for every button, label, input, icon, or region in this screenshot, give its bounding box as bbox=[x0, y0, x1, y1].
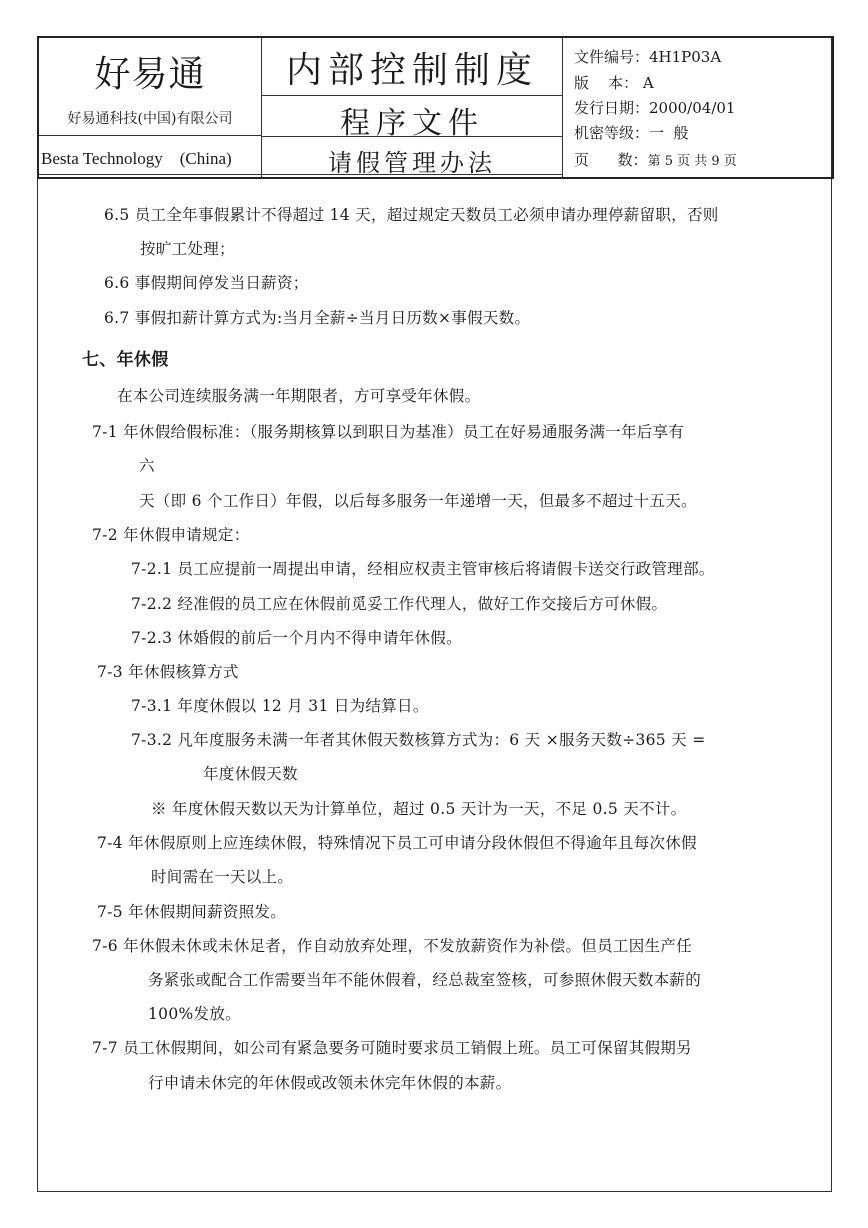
clause-6-7: 6.7 事假扣薪计算方式为:当月全薪÷当月日历数×事假天数。 bbox=[104, 309, 531, 327]
company-logo: 好易通 bbox=[94, 54, 206, 95]
clause-7-3-2: 7-3.2 凡年度服务未满一年者其休假天数核算方式为：6 天 ×服务天数÷365 天 = bbox=[131, 731, 706, 749]
clause-7-5: 7-5 年休假期间薪资照发。 bbox=[97, 903, 287, 921]
doc-title-sub: 请假管理办法 bbox=[328, 149, 496, 177]
clause-7-2: 7-2 年休假申请规定： bbox=[92, 526, 250, 544]
clause-7-7: 7-7 员工休假期间，如公司有紧急要务可随时要求员工销假上班。员工可保留其假期另 bbox=[92, 1039, 692, 1057]
company-name-en: Besta Technology (China) bbox=[41, 149, 232, 168]
clause-6-5-cont: 按旷工处理； bbox=[140, 240, 235, 258]
clause-7-1-cont: 六 bbox=[139, 457, 155, 475]
clause-7-2-3: 7-2.3 休婚假的前后一个月内不得申请年休假。 bbox=[131, 629, 462, 647]
clause-7-6-cont: 务紧张或配合工作需要当年不能休假着，经总裁室签核，可参照休假天数本薪的 bbox=[148, 971, 702, 989]
clause-7-4-cont: 时间需在一天以上。 bbox=[151, 868, 294, 886]
section-heading-7: 七、年休假 bbox=[82, 350, 169, 370]
clause-7-6-cont: 100%发放。 bbox=[148, 1005, 241, 1023]
doc-title-type: 程序文件 bbox=[340, 106, 484, 141]
clause-7-7-cont: 行申请未休完的年休假或改领未休完年休假的本薪。 bbox=[148, 1074, 512, 1092]
doc-title-main: 内部控制制度 bbox=[285, 50, 538, 91]
header-divider bbox=[562, 38, 563, 177]
clause-6-6: 6.6 事假期间停发当日薪资； bbox=[104, 274, 309, 292]
secrecy-level: 机密等级：一 般 bbox=[574, 124, 689, 142]
clause-7-4: 7-4 年休假原则上应连续休假，特殊情况下员工可申请分段休假但不得逾年且每次休假 bbox=[97, 834, 697, 852]
company-name-cn: 好易通科技(中国)有限公司 bbox=[67, 111, 233, 127]
clause-7-3: 7-3 年休假核算方式 bbox=[97, 663, 239, 681]
doc-version: 版 本： A bbox=[574, 74, 654, 92]
clause-7-1-cont: 天（即 6 个工作日）年假，以后每多服务一年递增一天，但最多不超过十五天。 bbox=[139, 492, 697, 510]
clause-7-6: 7-6 年休假未休或未休足者，作自动放弃处理，不发放薪资作为补偿。但员工因生产任 bbox=[92, 937, 692, 955]
clause-7-3-note: ※ 年度休假天数以天为计算单位，超过 0.5 天计为一天，不足 0.5 天不计。 bbox=[151, 800, 687, 818]
doc-number: 文件编号：4H1P03A bbox=[574, 48, 722, 66]
clause-7-3-2-cont: 年度休假天数 bbox=[203, 765, 298, 783]
header-divider bbox=[39, 135, 261, 136]
page-count bbox=[574, 149, 737, 170]
page-count-label: 页 数： bbox=[574, 151, 648, 169]
clause-6-5: 6.5 员工全年事假累计不得超过 14 天，超过规定天数员工必须申请办理停薪留职，否则 bbox=[104, 206, 719, 224]
clause-7-1: 7-1 年休假给假标准：（服务期核算以到职日为基准）员工在好易通服务满一年后享有 bbox=[92, 423, 685, 441]
header-divider bbox=[261, 95, 562, 96]
section-7-intro: 在本公司连续服务满一年期限者，方可享受年休假。 bbox=[117, 387, 481, 405]
document-header bbox=[37, 36, 834, 179]
clause-7-3-1: 7-3.1 年度休假以 12 月 31 日为结算日。 bbox=[131, 697, 429, 715]
clause-7-2-1: 7-2.1 员工应提前一周提出申请，经相应权责主管审核后将请假卡送交行政管理部。 bbox=[131, 560, 715, 578]
issue-date: 发行日期：2000/04/01 bbox=[574, 99, 736, 117]
clause-7-2-2: 7-2.2 经准假的员工应在休假前觅妥工作代理人，做好工作交接后方可休假。 bbox=[131, 595, 668, 613]
page-count-value: 第 5 页 共 9 页 bbox=[647, 154, 737, 169]
